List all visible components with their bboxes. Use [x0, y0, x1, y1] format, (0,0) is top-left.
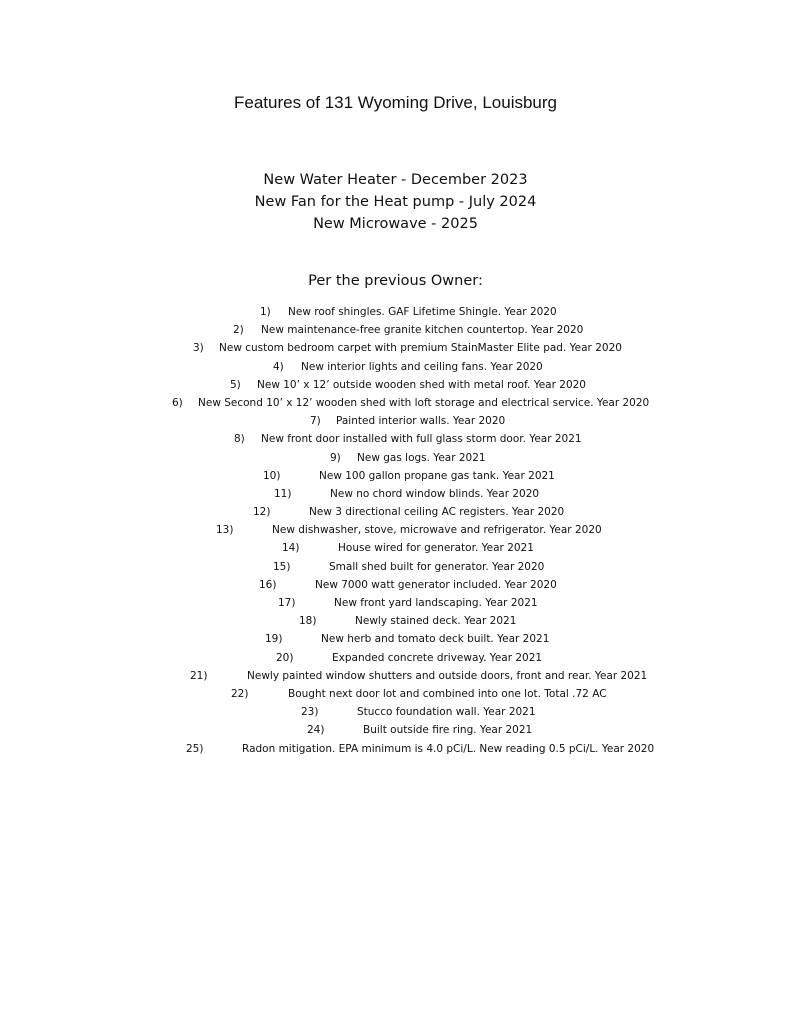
feature-text: Newly stained deck. Year 2021 — [355, 615, 517, 628]
feature-text: Newly painted window shutters and outside doors, front and rear. Year 2021 — [247, 669, 648, 682]
feature-item — [0, 558, 791, 576]
feature-number: 16) — [259, 578, 277, 591]
feature-number: 14) — [282, 542, 300, 555]
feature-number: 23) — [301, 706, 319, 719]
feature-text: New 10’ x 12’ outside wooden shed with metal roof. Year 2020 — [257, 378, 586, 391]
feature-text: New Second 10’ x 12’ wooden shed with loft storage and electrical service. Year 2020 — [198, 396, 650, 409]
feature-text: New roof shingles. GAF Lifetime Shingle. Year 2020 — [288, 306, 557, 318]
feature-number: 6) — [172, 396, 183, 409]
page-title: Features of 131 Wyoming Drive, Louisburg — [234, 93, 557, 112]
feature-item — [0, 685, 791, 703]
feature-item — [0, 394, 791, 412]
feature-text: New custom bedroom carpet with premium StainMaster Elite pad. Year 2020 — [219, 342, 622, 355]
feature-number: 7) — [310, 415, 321, 428]
feature-number: 25) — [186, 742, 204, 755]
feature-number: 4) — [273, 360, 284, 373]
feature-item — [0, 321, 791, 339]
update-line: New Microwave - 2025 — [313, 216, 478, 232]
feature-number: 2) — [233, 324, 244, 337]
feature-text: New 7000 watt generator included. Year 2020 — [315, 578, 557, 591]
recent-updates — [0, 169, 791, 235]
feature-item — [0, 594, 791, 612]
feature-text: New gas logs. Year 2021 — [357, 451, 486, 464]
feature-item — [0, 667, 791, 685]
feature-text: New front door installed with full glass storm door. Year 2021 — [261, 433, 582, 446]
feature-item — [0, 339, 791, 357]
feature-item — [0, 521, 791, 539]
feature-number: 17) — [278, 597, 296, 609]
feature-item — [0, 612, 791, 630]
feature-item — [0, 430, 791, 448]
feature-text: Built outside fire ring. Year 2021 — [363, 724, 533, 737]
feature-text: Radon mitigation. EPA minimum is 4.0 pCi/L. New reading 0.5 pCi/L. Year 2020 — [242, 742, 655, 755]
update-line: New Water Heater - December 2023 — [263, 172, 528, 188]
feature-text: Painted interior walls. Year 2020 — [336, 415, 506, 428]
feature-number: 21) — [190, 669, 208, 682]
feature-item — [0, 503, 791, 521]
feature-text: New maintenance-free granite kitchen countertop. Year 2020 — [261, 324, 584, 337]
feature-item — [0, 358, 791, 376]
feature-text: New 100 gallon propane gas tank. Year 2021 — [319, 469, 555, 482]
feature-number: 8) — [234, 433, 245, 446]
features-list — [0, 303, 791, 758]
feature-item — [0, 376, 791, 394]
feature-item — [0, 649, 791, 667]
feature-item — [0, 703, 791, 721]
feature-number: 20) — [276, 651, 294, 664]
update-line: New Fan for the Heat pump - July 2024 — [254, 194, 537, 210]
feature-text: New front yard landscaping. Year 2021 — [334, 597, 538, 609]
previous-owner-heading: Per the previous Owner: — [308, 273, 483, 289]
feature-text: New herb and tomato deck built. Year 2021 — [321, 633, 550, 646]
feature-item — [0, 539, 791, 557]
feature-number: 3) — [193, 342, 204, 355]
feature-item — [0, 485, 791, 503]
feature-item — [0, 576, 791, 594]
feature-item — [0, 467, 791, 485]
feature-text: New interior lights and ceiling fans. Year 2020 — [301, 360, 543, 373]
feature-number: 24) — [307, 724, 325, 737]
feature-text: New no chord window blinds. Year 2020 — [330, 487, 540, 500]
feature-text: Expanded concrete driveway. Year 2021 — [332, 651, 543, 664]
feature-text: Bought next door lot and combined into one lot. Total .72 AC — [288, 687, 607, 700]
feature-number: 19) — [265, 633, 283, 646]
feature-item — [0, 721, 791, 739]
feature-number: 9) — [330, 451, 341, 464]
feature-number: 13) — [216, 524, 234, 537]
feature-text: New dishwasher, stove, microwave and refrigerator. Year 2020 — [272, 524, 602, 537]
feature-number: 11) — [274, 487, 292, 500]
feature-item — [0, 630, 791, 648]
feature-text: Small shed built for generator. Year 2020 — [329, 560, 545, 573]
feature-number: 12) — [253, 506, 271, 519]
feature-number: 10) — [263, 469, 281, 482]
feature-number: 5) — [230, 378, 241, 391]
feature-number: 22) — [231, 687, 249, 700]
feature-number: 18) — [299, 615, 317, 628]
feature-number: 1) — [260, 306, 271, 318]
feature-item — [0, 449, 791, 467]
feature-text: New 3 directional ceiling AC registers. Year 2020 — [309, 506, 565, 519]
feature-text: Stucco foundation wall. Year 2021 — [357, 706, 536, 719]
feature-item — [0, 412, 791, 430]
feature-item — [0, 303, 791, 321]
feature-text: House wired for generator. Year 2021 — [338, 542, 534, 555]
feature-number: 15) — [273, 560, 291, 573]
feature-item — [0, 740, 791, 758]
